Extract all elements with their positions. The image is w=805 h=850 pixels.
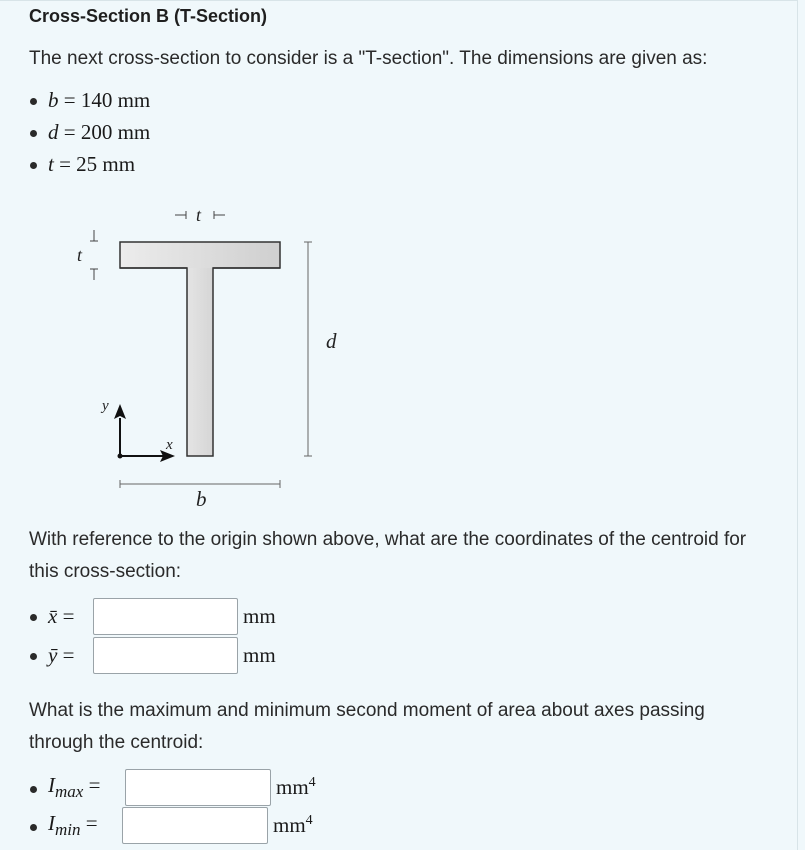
bullet xyxy=(30,130,37,137)
web-fill xyxy=(188,268,212,455)
origin-axes xyxy=(100,398,175,462)
web-thickness-dimension xyxy=(175,205,225,225)
imin-unit: $mm^4$ xyxy=(273,813,313,837)
question-centroid: With reference to the origin shown above, what are the coordinates of the centroid for this cross-section: xyxy=(29,529,747,582)
question-second-moment: What is the maximum and minimum second moment of area about axes passing through the centroid: xyxy=(29,700,705,753)
ybar-unit: mm xyxy=(243,643,276,667)
ybar-label: ȳ = xyxy=(48,643,75,667)
label-t-top: t xyxy=(196,205,202,225)
bullet xyxy=(30,614,37,621)
xbar-unit: mm xyxy=(243,604,276,628)
bullet xyxy=(30,824,37,831)
t-section-diagram xyxy=(0,190,400,520)
bullet xyxy=(30,162,37,169)
flange-thickness-dimension xyxy=(77,230,98,280)
imin-input[interactable] xyxy=(122,807,268,844)
section-title: Cross-Section B (T-Section) xyxy=(29,6,268,26)
label-t-left: t xyxy=(77,245,83,265)
dimension-d: d = 200 mm xyxy=(48,120,151,144)
xbar-label: x̄ = xyxy=(48,604,75,628)
bullet xyxy=(30,98,37,105)
intro-text: The next cross-section to consider is a "T-section". The dimensions are given as: xyxy=(29,48,708,69)
imax-label: $I_{max}$ = xyxy=(48,773,101,801)
label-b: b xyxy=(196,487,207,511)
label-d: d xyxy=(326,329,337,353)
dimension-t: t = 25 mm xyxy=(48,152,136,176)
bullet xyxy=(30,653,37,660)
dimension-b: b = 140 mm xyxy=(48,88,151,112)
imax-unit: $mm^4$ xyxy=(276,775,316,799)
label-x: x xyxy=(166,437,173,453)
depth-dimension xyxy=(304,242,337,456)
imin-label: $I_{min}$ = xyxy=(48,811,98,839)
bullet xyxy=(30,786,37,793)
y-axis-arrow xyxy=(114,404,126,419)
label-y: y xyxy=(102,398,109,414)
width-dimension xyxy=(120,480,280,511)
imax-input[interactable] xyxy=(125,769,271,806)
ybar-input[interactable] xyxy=(93,637,238,674)
xbar-input[interactable] xyxy=(93,598,238,635)
